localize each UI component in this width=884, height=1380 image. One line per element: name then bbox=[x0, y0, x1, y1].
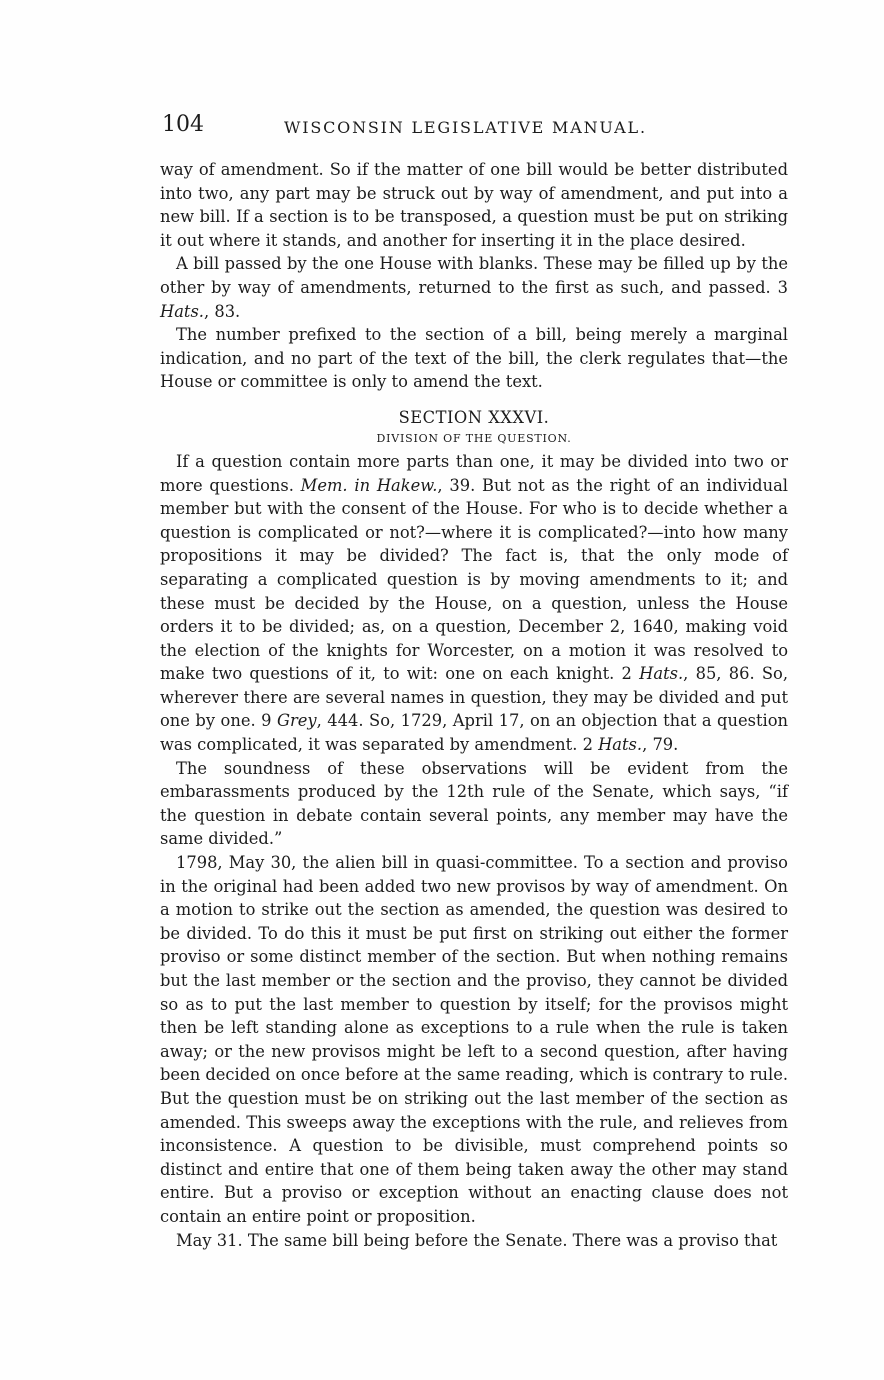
paragraph-soundness: The soundness of these observations will be evident from the embarassments produced by the 12th rule of the Senate, which says, “if the question in debate contain several points, any member may have the same divided.” bbox=[160, 758, 788, 849]
text-run: A bill passed by the one House with blanks. These may be filled up by the other by way of amendments, returned to the first as such, and passed. 3 bbox=[160, 254, 788, 297]
paragraph-blanks bbox=[160, 252, 788, 323]
page-body bbox=[160, 158, 788, 1252]
paragraph-amendment-transpose: way of amendment. So if the matter of one bill would be better distributed into two, any part may be struck out by way of amendment, and put into a new bill. If a section is to be transposed, a question must be put on striking it out where it stands, and another for inserting it in the place desired. bbox=[160, 160, 788, 250]
text-run: , 39. But not as the right of an individual member but with the consent of the House. For who is to decide whether a question is complicated or not?—where it is complicated?—into how many propositions it may be divided? The fact is, that the only mode of separating a complicated question is by moving amendments to it; and these must be decided by the House, on a question, unless the House orders it to be divided; as, on a question, December 2, 1640, making void the election of the knights for Worcester, on a motion it was resolved to make two questions of it, to wit: one on each knight. 2 bbox=[160, 475, 788, 684]
paragraph-may-31: May 31. The same bill being before the Senate. There was a proviso that bbox=[176, 1230, 778, 1250]
citation-italic: Hats. bbox=[160, 301, 204, 321]
text-run: , 444. So, 1729, April 17, on an objection that a question was complicated, it was separated by amendment. 2 bbox=[160, 711, 788, 755]
text-run: , 83. bbox=[203, 301, 241, 321]
paragraph-section-number: The number prefixed to the section of a bill, being merely a marginal indication, and no part of the text of the bill, the clerk regulates that—the House or committee is only to amend the text. bbox=[160, 325, 788, 392]
citation-italic: Mem. in Hakew. bbox=[300, 475, 438, 495]
page-header bbox=[162, 112, 792, 142]
citation-italic: Hats. bbox=[598, 735, 643, 755]
text-run: , 79. bbox=[642, 735, 679, 755]
section-subtitle: DIVISION OF THE QUESTION. bbox=[376, 431, 572, 445]
paragraph-alien-bill: 1798, May 30, the alien bill in quasi-committee. To a section and proviso in the original had been added two new provisos by way of amendment. On a motion to strike out the section as amended, the question was desired to be divided. To do this it must be put first on striking out either the former proviso or some distinct member of the section. But when nothing remains but the last member or the section and the proviso, they cannot be divided so as to put the last member to question by itself; for the provisos might then be left standing alone as exceptions to a rule when the rule is taken away; or the new provisos might be left to a second question, after having been decided on once before at the same reading, which is contrary to rule. But the question must be on striking out the last member of the section as amended. This sweeps away the exceptions with the rule, and relieves from inconsistence. A question to be divisible, must comprehend points so distinct and entire that one of them being taken away the other may stand entire. But a proviso or exception without an enacting clause does not contain an entire point or proposition. bbox=[160, 853, 788, 1226]
section-title: SECTION XXXVI. bbox=[398, 407, 550, 427]
page-number: 104 bbox=[162, 112, 204, 137]
paragraph-division bbox=[160, 450, 788, 757]
citation-italic: Hats. bbox=[639, 664, 684, 684]
citation-italic: Grey bbox=[277, 711, 317, 731]
running-title: WISCONSIN LEGISLATIVE MANUAL. bbox=[284, 118, 647, 137]
text-run: If a question contain more parts than one, it may be divided into two or more questions. bbox=[160, 451, 788, 495]
text-run: , 85, 86. So, wherever there are several names in question, they may be divided and put one by one. 9 bbox=[160, 664, 788, 731]
